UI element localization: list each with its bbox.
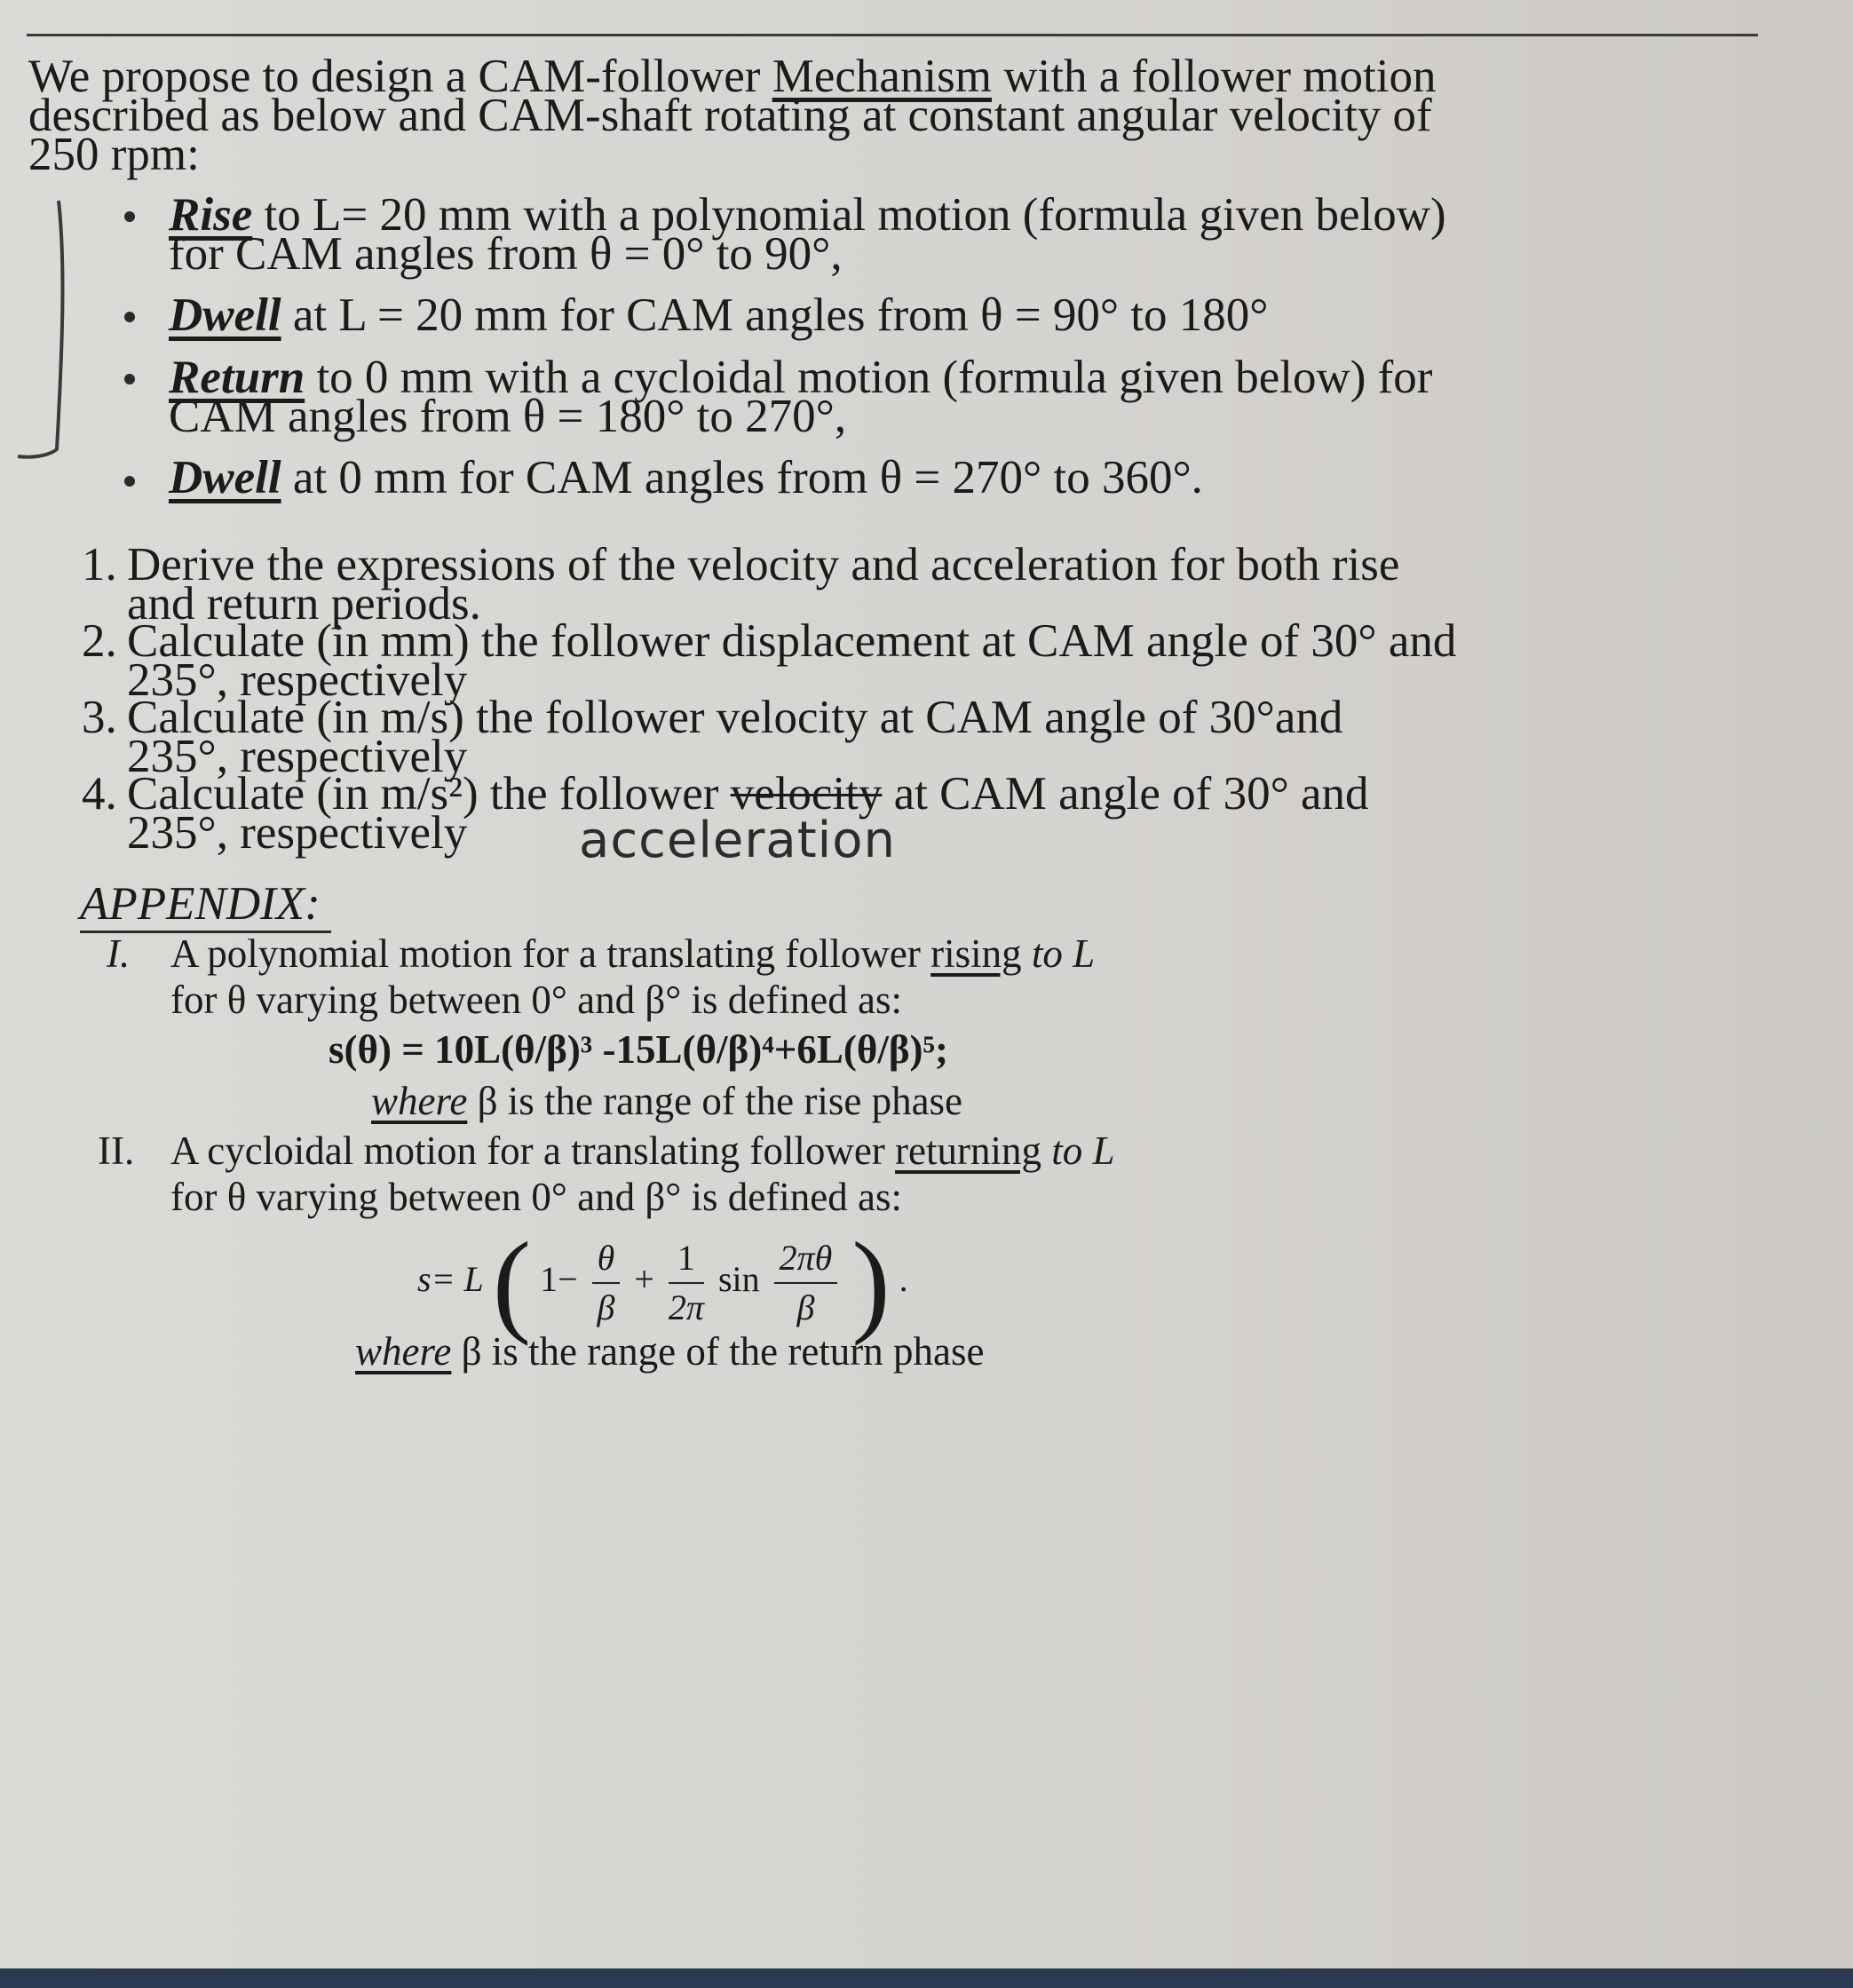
- appendix-title: APPENDIX:: [80, 877, 331, 933]
- question-1-line-1: Derive the expressions of the velocity and acceleration for both rise: [127, 539, 1400, 590]
- appendix-item-2-where: where β is the range of the return phase: [355, 1329, 985, 1374]
- monitor-bezel-strip: [0, 1968, 1853, 1988]
- question-3-line-2: 235°, respectively: [127, 731, 468, 782]
- bullet-dwell-2: Dwell at 0 mm for CAM angles from θ = 270° to 360°.: [169, 452, 1203, 503]
- struck-word: velocity: [730, 768, 883, 820]
- question-2-line-2: 235°, respectively: [127, 654, 468, 706]
- question-2-number: 2.: [82, 615, 117, 667]
- bullet-rise-line-2: for CAM angles from θ = 0° to 90°,: [169, 228, 843, 280]
- bullet-dot: [124, 476, 135, 487]
- top-rule: [27, 34, 1758, 36]
- question-4-number: 4.: [82, 768, 117, 820]
- question-4-line-2: 235°, respectively: [127, 807, 468, 859]
- bullet-return-line-2: CAM angles from θ = 180° to 270°,: [169, 391, 847, 442]
- question-1-number: 1.: [82, 539, 117, 590]
- appendix-item-1-numeral: I.: [107, 931, 131, 976]
- appendix-item-1-line-2: for θ varying between 0° and β° is defined as:: [170, 978, 902, 1022]
- question-3-line-1: Calculate (in m/s) the follower velocity at CAM angle of 30°and: [127, 692, 1343, 743]
- cycloidal-formula: s= L ( 1− $\frac{\theta}{\beta}$ + $\frac{1}{2\pi}$ sin $\frac{2\pi\theta}{\beta}$ ) .: [417, 1219, 908, 1347]
- intro-line-1: We propose to design a CAM-follower Mechanism with a follower motion: [28, 51, 1437, 102]
- handwritten-correction: acceleration: [579, 812, 896, 869]
- appendix-item-1-where: where β is the range of the rise phase: [371, 1079, 963, 1123]
- question-2-line-1: Calculate (in mm) the follower displacement at CAM angle of 30° and: [127, 615, 1457, 667]
- question-3-number: 3.: [82, 692, 117, 743]
- appendix-item-2-line-1: A cycloidal motion for a translating follower returning to L: [170, 1129, 1115, 1173]
- question-1-line-2: and return periods.: [127, 578, 481, 630]
- bullet-dot: [124, 211, 135, 222]
- bullet-dwell-1: Dwell at L = 20 mm for CAM angles from θ = 90° to 180°: [169, 289, 1269, 341]
- bullet-dot: [124, 312, 135, 322]
- mechanism-word: Mechanism: [772, 51, 992, 102]
- appendix-item-2-line-2: for θ varying between 0° and β° is defined as:: [170, 1175, 902, 1219]
- intro-line-3: 250 rpm:: [28, 129, 200, 180]
- handdrawn-bracket: [12, 194, 75, 469]
- intro-line-2: described as below and CAM-shaft rotating at constant angular velocity of: [28, 90, 1432, 141]
- question-4-line-1: Calculate (in m/s²) the follower velocity at CAM angle of 30° and: [127, 768, 1369, 820]
- bullet-return-line-1: Return to 0 mm with a cycloidal motion (formula given below) for: [169, 352, 1433, 403]
- bullet-rise-line-1: Rise to L= 20 mm with a polynomial motion (formula given below): [169, 189, 1446, 241]
- appendix-item-1-line-1: A polynomial motion for a translating follower rising to L: [170, 931, 1096, 976]
- bullet-dot: [124, 374, 135, 384]
- polynomial-formula: s(θ) = 10L(θ/β)³ -15L(θ/β)⁴+6L(θ/β)⁵;: [329, 1027, 949, 1072]
- appendix-item-2-numeral: II.: [98, 1129, 135, 1173]
